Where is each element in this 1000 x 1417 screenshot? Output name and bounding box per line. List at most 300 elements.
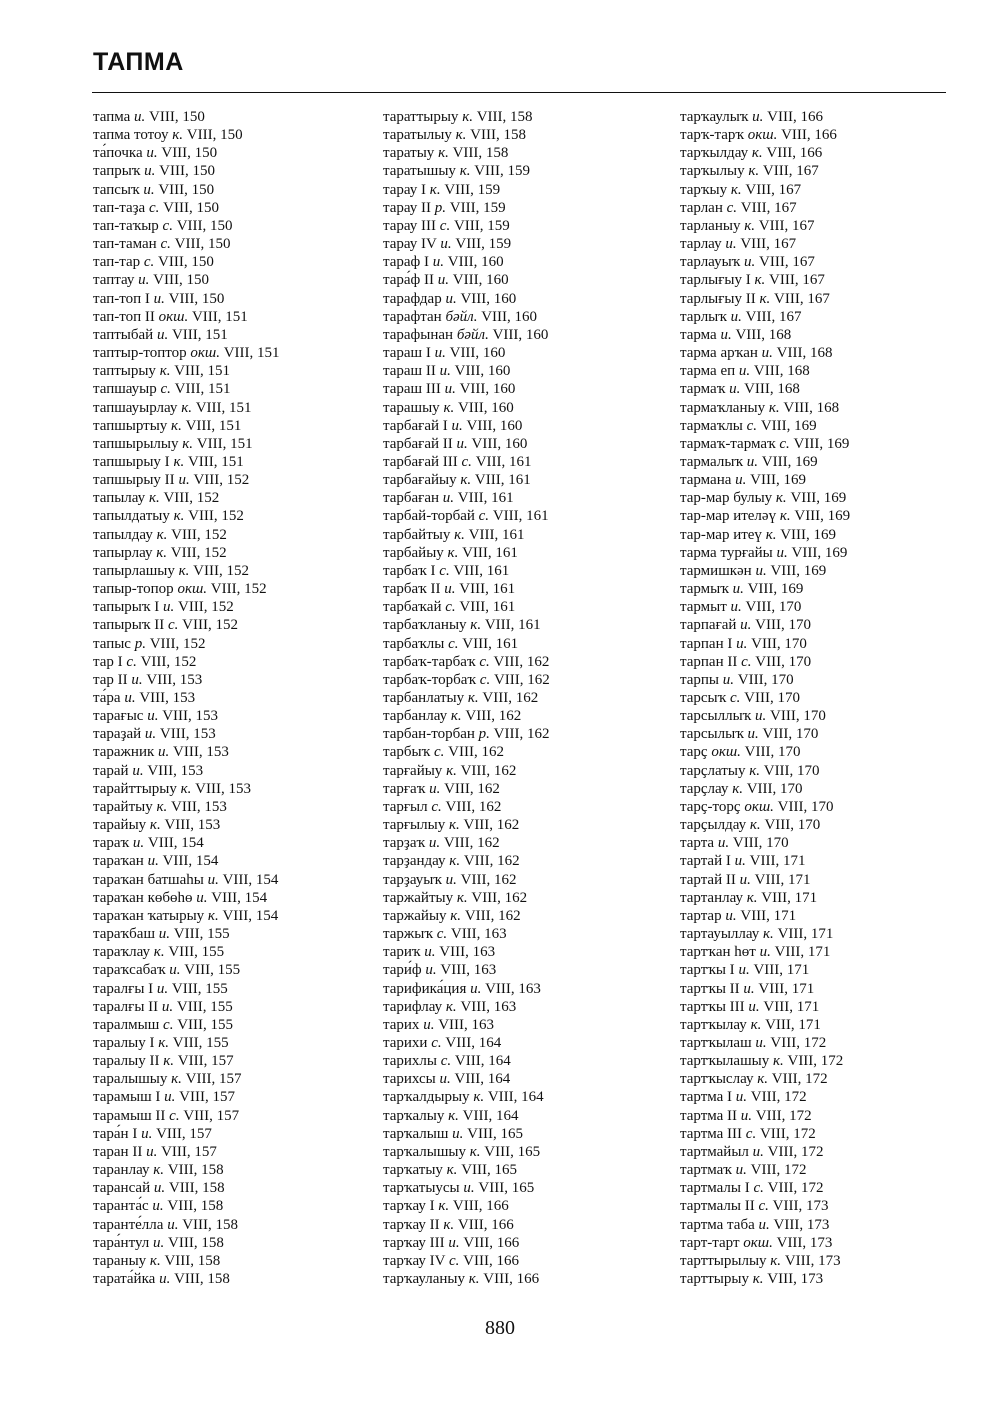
- entry-reference: VIII, 167: [758, 217, 815, 234]
- entry-part-of-speech: и.: [732, 581, 744, 598]
- entry-word: таралғы I: [93, 980, 154, 997]
- entry-word: тарсылыҡ: [680, 726, 744, 743]
- index-entry: [680, 544, 850, 562]
- page-number: 880: [485, 1317, 515, 1339]
- index-entry: [680, 1088, 850, 1106]
- entry-part-of-speech: окш.: [744, 798, 774, 815]
- entry-part-of-speech: и.: [424, 944, 436, 961]
- entry-part-of-speech: окш.: [711, 744, 741, 761]
- entry-part-of-speech: и.: [752, 109, 764, 125]
- entry-reference: VIII, 155: [184, 962, 241, 979]
- entry-reference: VIII, 153: [171, 798, 227, 815]
- entry-word: тапшауырлау: [93, 399, 178, 416]
- entry-reference: VIII, 159: [474, 163, 531, 180]
- index-entry: [680, 852, 850, 870]
- entry-part-of-speech: к.: [446, 762, 457, 779]
- entry-reference: VIII, 171: [753, 962, 810, 979]
- index-entry: [680, 1143, 850, 1161]
- entry-word: тари́ф: [383, 962, 422, 979]
- entry-part-of-speech: и.: [144, 726, 157, 743]
- entry-reference: VIII, 160: [447, 254, 504, 271]
- entry-part-of-speech: и.: [437, 272, 450, 289]
- index-entry: [93, 235, 280, 253]
- index-entry: [383, 399, 550, 417]
- entry-reference: VIII, 170: [737, 671, 794, 688]
- index-entry: [680, 943, 850, 961]
- entry-reference: VIII, 171: [774, 944, 831, 961]
- entry-word: тарттырылыу: [680, 1252, 767, 1269]
- entry-reference: VIII, 152: [170, 544, 227, 561]
- entry-part-of-speech: с.: [431, 798, 442, 815]
- entry-word: тарбанлау: [383, 708, 448, 725]
- entry-part-of-speech: с.: [440, 1053, 452, 1070]
- entry-word: тармаҡ: [680, 381, 726, 398]
- entry-reference: VIII, 166: [766, 145, 823, 162]
- entry-reference: VIII, 154: [222, 907, 279, 924]
- entry-part-of-speech: с.: [148, 199, 160, 216]
- entry-reference: VIII, 169: [761, 453, 818, 470]
- entry-part-of-speech: и.: [146, 1143, 158, 1160]
- index-column-1: [93, 108, 280, 1288]
- entry-reference: VIII, 163: [440, 962, 497, 979]
- entry-part-of-speech: к.: [459, 163, 471, 180]
- index-entry: [383, 1197, 550, 1215]
- entry-word: тарбағай II: [383, 435, 453, 452]
- entry-part-of-speech: с.: [445, 599, 456, 616]
- index-entry: [383, 507, 550, 525]
- entry-reference: VIII, 161: [462, 544, 518, 561]
- entry-reference: VIII, 164: [487, 1089, 544, 1106]
- entry-word: та́почка: [93, 145, 143, 162]
- entry-reference: VIII, 151: [187, 453, 244, 470]
- entry-word: тарифлау: [383, 998, 443, 1015]
- entry-part-of-speech: и.: [156, 326, 169, 343]
- entry-reference: VIII, 164: [462, 1107, 519, 1124]
- entry-word: тарлығыу I: [680, 272, 751, 289]
- entry-reference: VIII, 162: [493, 671, 550, 688]
- index-entry: [680, 489, 850, 507]
- entry-word: тартай II: [680, 871, 736, 888]
- entry-part-of-speech: и.: [725, 907, 737, 924]
- index-entry: [93, 852, 280, 870]
- entry-reference: VIII, 155: [173, 926, 230, 943]
- entry-reference: VIII, 171: [777, 926, 834, 943]
- entry-word: тарҡалыш: [383, 1125, 449, 1142]
- entry-word: тартма III: [680, 1125, 743, 1142]
- entry-part-of-speech: и.: [439, 1071, 451, 1088]
- entry-reference: VIII, 171: [758, 980, 815, 997]
- entry-reference: VIII, 160: [471, 435, 528, 452]
- entry-reference: VIII, 157: [185, 1071, 242, 1088]
- index-entry: [680, 961, 850, 979]
- entry-part-of-speech: с.: [433, 744, 445, 761]
- index-entry: [93, 889, 280, 907]
- entry-reference: VIII, 170: [732, 835, 789, 852]
- index-entry: [383, 1052, 550, 1070]
- entry-part-of-speech: к.: [751, 145, 763, 162]
- entry-word: тарата́йка: [93, 1271, 156, 1287]
- index-entry: [93, 544, 280, 562]
- entry-part-of-speech: к.: [757, 1071, 769, 1088]
- entry-part-of-speech: с.: [162, 217, 173, 234]
- index-entry: [93, 762, 280, 780]
- entry-reference: VIII, 171: [754, 871, 811, 888]
- entry-part-of-speech: и.: [738, 962, 750, 979]
- index-entry: [93, 598, 280, 616]
- entry-word: тарансай: [93, 1180, 151, 1197]
- entry-word: тарҫ: [680, 744, 708, 761]
- entry-part-of-speech: к.: [153, 944, 165, 961]
- entry-reference: VIII, 152: [188, 508, 244, 525]
- index-entry: [93, 925, 280, 943]
- entry-reference: VIII, 155: [171, 980, 228, 997]
- entry-part-of-speech: к.: [172, 127, 183, 144]
- index-entry: [93, 126, 280, 144]
- entry-word: тартар: [680, 907, 722, 924]
- entry-reference: VIII, 169: [750, 472, 806, 489]
- entry-part-of-speech: р.: [478, 726, 490, 743]
- entry-reference: VIII, 160: [460, 290, 517, 307]
- entry-part-of-speech: и.: [147, 708, 159, 725]
- entry-part-of-speech: к.: [447, 544, 459, 561]
- entry-reference: VIII, 151: [195, 399, 252, 416]
- entry-word: тарҡалышыу: [383, 1143, 466, 1160]
- entry-reference: VIII, 161: [462, 635, 519, 652]
- index-entry: [93, 1125, 280, 1143]
- entry-part-of-speech: с.: [741, 653, 752, 670]
- entry-reference: VIII, 155: [177, 1016, 234, 1033]
- entry-reference: VIII, 153: [139, 690, 196, 706]
- entry-part-of-speech: к.: [765, 526, 777, 543]
- entry-reference: VIII, 150: [163, 199, 219, 216]
- entry-reference: VIII, 152: [163, 490, 220, 507]
- entry-reference: VIII, 154: [222, 871, 279, 888]
- entry-word: тап-таҡыр: [93, 217, 159, 234]
- entry-part-of-speech: и.: [178, 472, 190, 489]
- entry-reference: VIII, 170: [744, 690, 800, 706]
- index-entry: [383, 1143, 550, 1161]
- entry-reference: VIII, 153: [147, 762, 204, 779]
- index-entry: [383, 907, 550, 925]
- index-entry: [93, 671, 280, 689]
- entry-reference: VIII, 170: [777, 798, 834, 815]
- index-entry: [93, 616, 280, 634]
- entry-part-of-speech: и.: [432, 254, 445, 271]
- entry-part-of-speech: и.: [776, 544, 788, 561]
- entry-reference: VIII, 172: [750, 1089, 807, 1106]
- entry-part-of-speech: к.: [163, 1053, 175, 1070]
- index-column-3: [680, 108, 850, 1288]
- entry-reference: VIII, 150: [153, 272, 209, 289]
- index-entry: [93, 1234, 280, 1252]
- index-entry: [93, 689, 280, 707]
- index-entry: [383, 271, 550, 289]
- entry-reference: VIII, 169: [760, 417, 817, 434]
- entry-word: тараҡан: [93, 853, 144, 870]
- entry-part-of-speech: и.: [451, 417, 463, 434]
- entry-reference: VIII, 166: [483, 1271, 540, 1287]
- entry-part-of-speech: с.: [439, 217, 451, 234]
- index-entry: [93, 1143, 280, 1161]
- entry-reference: VIII, 171: [763, 998, 820, 1015]
- entry-reference: VIII, 151: [196, 435, 253, 452]
- entry-word: тарҡау IV: [383, 1252, 446, 1269]
- entry-word: тарҡылдау: [680, 145, 749, 162]
- entry-part-of-speech: с.: [169, 1107, 180, 1124]
- entry-word: тарайтыу: [93, 798, 153, 815]
- entry-word: тапырыҡ I: [93, 599, 160, 616]
- entry-reference: VIII, 172: [771, 1071, 828, 1088]
- entry-part-of-speech: к.: [443, 1216, 455, 1233]
- entry-word: тарҙаҡ: [383, 835, 426, 852]
- entry-part-of-speech: к.: [156, 798, 168, 815]
- index-entry: [680, 725, 850, 743]
- index-entry: [680, 235, 850, 253]
- entry-word: тарпан II: [680, 653, 738, 670]
- entry-reference: VIII, 170: [751, 635, 807, 652]
- index-entry: [93, 326, 280, 344]
- entry-word: тараҡлау: [93, 944, 151, 961]
- entry-reference: VIII, 165: [461, 1162, 518, 1179]
- index-entry: [383, 344, 550, 362]
- index-entry: [680, 671, 850, 689]
- entry-part-of-speech: с.: [758, 1198, 769, 1215]
- entry-word: тара́ф II: [383, 272, 435, 289]
- entry-reference: VIII, 157: [156, 1125, 212, 1142]
- entry-reference: VIII, 158: [174, 1271, 230, 1287]
- entry-word: тарлығыу II: [680, 290, 756, 307]
- entry-word: таптыбай: [93, 326, 154, 343]
- entry-word: таралышыу: [93, 1071, 168, 1088]
- entry-word: тарбанлатыу: [383, 690, 465, 706]
- entry-part-of-speech: и.: [167, 1216, 179, 1233]
- index-entry: [680, 217, 850, 235]
- entry-word: тариҡ: [383, 944, 421, 961]
- entry-word: тарау I: [383, 181, 427, 198]
- entry-word: тармана: [680, 472, 732, 489]
- entry-reference: VIII, 151: [174, 381, 231, 398]
- index-entry: [680, 271, 850, 289]
- entry-reference: VIII, 170: [745, 599, 802, 616]
- entry-reference: VIII, 153: [146, 671, 203, 688]
- entry-part-of-speech: и.: [452, 1125, 464, 1142]
- entry-reference: VIII, 169: [791, 544, 848, 561]
- index-entry: [383, 671, 550, 689]
- entry-reference: VIII, 161: [484, 617, 541, 634]
- index-entry: [93, 707, 280, 725]
- entry-reference: VIII, 171: [749, 853, 806, 870]
- entry-reference: VIII, 157: [177, 1053, 234, 1070]
- index-entry: [383, 1016, 550, 1034]
- entry-part-of-speech: и.: [164, 1089, 176, 1106]
- index-entry: [680, 417, 850, 435]
- index-entry: [383, 126, 550, 144]
- entry-word: тарт-тарт: [680, 1234, 740, 1251]
- entry-word: тармаҡлы: [680, 417, 743, 434]
- entry-reference: VIII, 163: [460, 998, 517, 1015]
- entry-word: тарбаҡ-торбаҡ: [383, 671, 477, 688]
- entry-part-of-speech: и.: [147, 853, 159, 870]
- entry-reference: VIII, 151: [171, 326, 228, 343]
- entry-reference: VIII, 167: [740, 199, 797, 216]
- entry-reference: VIII, 168: [753, 363, 810, 380]
- entry-part-of-speech: к.: [748, 163, 760, 180]
- entry-reference: VIII, 153: [162, 708, 219, 725]
- entry-word: тараш II: [383, 363, 436, 380]
- index-entry: [383, 762, 550, 780]
- index-entry: [93, 1088, 280, 1106]
- index-entry: [383, 162, 550, 180]
- entry-reference: VIII, 154: [147, 835, 204, 852]
- index-entry: [680, 780, 850, 798]
- index-entry: [680, 1234, 850, 1252]
- entry-word: тарбаҡланыу: [383, 617, 467, 634]
- entry-part-of-speech: и.: [131, 671, 143, 688]
- entry-reference: VIII, 162: [463, 853, 520, 870]
- entry-reference: VIII, 150: [158, 181, 215, 198]
- entry-reference: VIII, 170: [763, 762, 820, 779]
- entry-word: тар-мар ителәү: [680, 508, 777, 525]
- entry-reference: VIII, 167: [769, 272, 825, 289]
- entry-reference: VIII, 157: [161, 1143, 217, 1160]
- entry-word: таптыр-топтор: [93, 345, 187, 362]
- index-entry: [680, 453, 850, 471]
- entry-part-of-speech: и.: [748, 998, 760, 1015]
- index-entry: [680, 707, 850, 725]
- entry-part-of-speech: к.: [468, 1271, 480, 1287]
- index-entry: [383, 562, 550, 580]
- index-entry: [383, 1070, 550, 1088]
- entry-part-of-speech: и.: [445, 290, 457, 307]
- entry-word: тарайыу: [93, 817, 147, 834]
- entry-part-of-speech: к.: [763, 926, 774, 943]
- entry-part-of-speech: бәйл.: [445, 308, 478, 325]
- entry-word: тарҙауыҡ: [383, 871, 442, 888]
- index-entry: [383, 235, 550, 253]
- entry-word: тапшырыу I: [93, 453, 170, 470]
- entry-reference: VIII, 150: [174, 236, 231, 253]
- entry-part-of-speech: к.: [445, 998, 457, 1015]
- entry-reference: VIII, 172: [770, 1034, 827, 1051]
- entry-word: тара́н I: [93, 1125, 138, 1142]
- entry-part-of-speech: к.: [171, 417, 182, 434]
- entry-reference: VIII, 162: [460, 871, 517, 888]
- entry-word: тараҡан ҡатырыу: [93, 907, 205, 924]
- entry-word: тар-мар булыу: [680, 490, 773, 507]
- index-entry: [93, 1107, 280, 1125]
- entry-part-of-speech: к.: [450, 907, 462, 924]
- entry-word: тараш I: [383, 345, 431, 362]
- index-entry: [680, 1216, 850, 1234]
- index-entry: [680, 1070, 850, 1088]
- entry-word: тап-таман: [93, 236, 157, 253]
- entry-word: тарма арҡан: [680, 345, 758, 362]
- entry-reference: VIII, 169: [770, 562, 827, 579]
- entry-part-of-speech: окш.: [190, 345, 220, 362]
- index-entry: [680, 1107, 850, 1125]
- entry-word: тарҡау III: [383, 1234, 445, 1251]
- entry-part-of-speech: к.: [454, 526, 465, 543]
- entry-part-of-speech: и.: [440, 236, 452, 253]
- entry-part-of-speech: к.: [775, 490, 787, 507]
- entry-reference: VIII, 165: [484, 1143, 541, 1160]
- entry-reference: VIII, 170: [746, 780, 803, 797]
- index-entry: [93, 834, 280, 852]
- index-entry: [680, 562, 850, 580]
- index-entry: [93, 1216, 280, 1234]
- entry-part-of-speech: к.: [448, 817, 460, 834]
- entry-reference: VIII, 166: [767, 109, 823, 125]
- entry-word: тап-топ I: [93, 290, 150, 307]
- entry-reference: VIII, 166: [463, 1252, 519, 1269]
- entry-reference: VIII, 162: [465, 708, 522, 725]
- entry-part-of-speech: и.: [717, 835, 730, 852]
- entry-reference: VIII, 154: [162, 853, 219, 870]
- index-entry: [680, 435, 850, 453]
- entry-part-of-speech: к.: [732, 780, 743, 797]
- entry-word: тарҡаулыҡ: [680, 109, 749, 125]
- entry-word: тартанлау: [680, 889, 744, 906]
- entry-part-of-speech: к.: [455, 127, 467, 144]
- index-entry: [93, 1197, 280, 1215]
- entry-word: тарланыу: [680, 217, 741, 234]
- entry-part-of-speech: к.: [182, 435, 194, 452]
- entry-word: тартма таба: [680, 1216, 755, 1233]
- index-entry: [383, 943, 550, 961]
- entry-reference: VIII, 160: [457, 399, 514, 416]
- entry-reference: VIII, 169: [780, 526, 837, 543]
- entry-part-of-speech: и.: [746, 453, 759, 470]
- entry-reference: VIII, 152: [171, 526, 227, 543]
- entry-word: тарбаҡлы: [383, 635, 445, 652]
- entry-part-of-speech: к.: [450, 708, 462, 725]
- entry-part-of-speech: с.: [436, 926, 448, 943]
- entry-reference: VIII, 163: [485, 980, 541, 997]
- entry-word: тарихсы: [383, 1071, 436, 1088]
- entry-reference: VIII, 166: [457, 1216, 514, 1233]
- entry-word: тартмалы II: [680, 1198, 755, 1215]
- entry-reference: VIII, 166: [452, 1198, 509, 1215]
- entry-reference: VIII, 172: [767, 1143, 824, 1160]
- entry-word: тарамыш I: [93, 1089, 161, 1106]
- index-entry: [383, 816, 550, 834]
- entry-word: тарихлы: [383, 1053, 437, 1070]
- entry-part-of-speech: с.: [779, 435, 790, 452]
- entry-reference: VIII, 158: [182, 1216, 239, 1233]
- entry-word: таптау: [93, 272, 135, 289]
- entry-word: тапшырылыу: [93, 435, 179, 452]
- entry-part-of-speech: и.: [124, 690, 136, 706]
- entry-word: тарлау: [680, 236, 722, 253]
- entry-reference: VIII, 172: [750, 1162, 807, 1179]
- entry-reference: VIII, 167: [745, 181, 802, 198]
- entry-word: тарбаҡай: [383, 599, 442, 616]
- entry-part-of-speech: и.: [434, 345, 446, 362]
- entry-part-of-speech: и.: [740, 1107, 753, 1124]
- entry-part-of-speech: с.: [461, 453, 472, 470]
- entry-reference: VIII, 162: [471, 889, 528, 906]
- entry-word: тарбаҡ-тарбаҡ: [383, 653, 476, 670]
- entry-part-of-speech: к.: [470, 617, 482, 634]
- entry-word: тараттырыу: [383, 109, 459, 125]
- entry-reference: VIII, 159: [444, 181, 501, 198]
- entry-word: та́ра: [93, 690, 121, 706]
- index-entry: [383, 834, 550, 852]
- index-entry: [93, 308, 280, 326]
- entry-reference: VIII, 150: [168, 290, 225, 307]
- entry-word: тарлан: [680, 199, 723, 216]
- entry-reference: VIII, 161: [457, 490, 514, 507]
